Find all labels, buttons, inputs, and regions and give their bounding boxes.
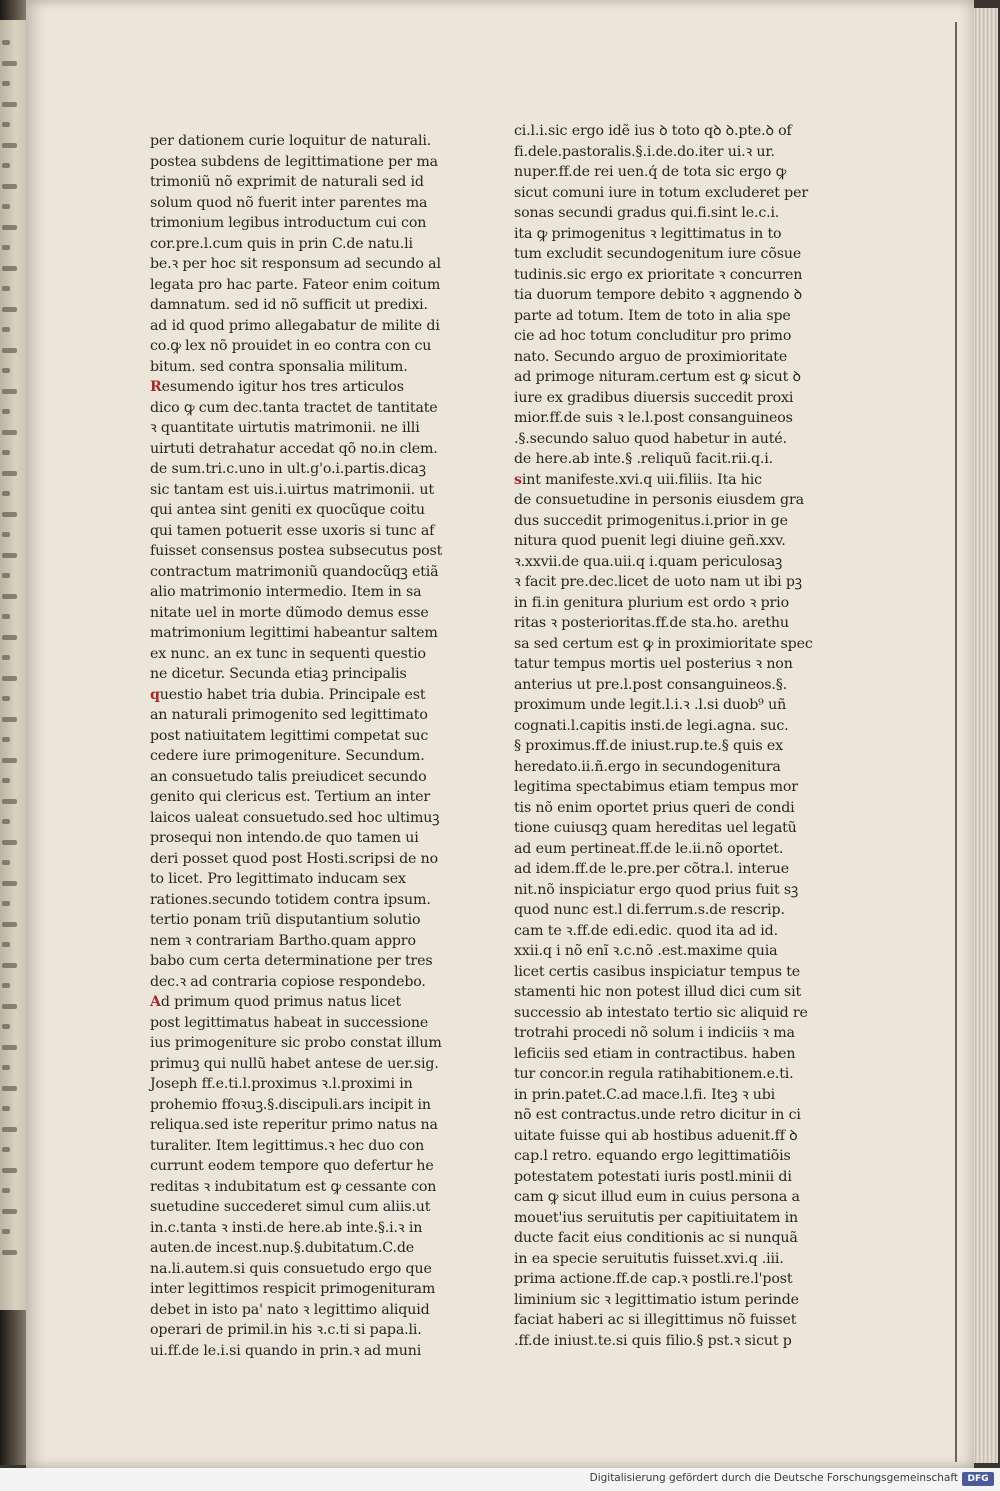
text-line: ad idem.ff.de le.pre.per cõtra.l. interue — [514, 861, 789, 877]
text-line: in fi.in genitura plurium est ordo ꝛ prio — [514, 594, 789, 611]
text-line: ad id quod primo allegabatur de milite di — [150, 317, 440, 334]
facing-page-text-mark — [2, 1004, 17, 1009]
facing-page-text-mark — [2, 389, 17, 394]
text-line: be.ꝛ per hoc sit responsum ad secundo al — [150, 256, 441, 272]
text-line — [150, 377, 435, 398]
text-line: an consuetudo talis preiudicet secundo — [150, 768, 427, 785]
text-line: nõ est contractus.unde retro dicitur in ci — [514, 1107, 801, 1123]
text-line: genito qui clericus est. Tertium an inter — [150, 789, 431, 805]
text-line: post natiuitatem legittimi competat suc — [150, 727, 429, 744]
facing-page-text-mark — [2, 266, 17, 271]
text-line: cor.pre.l.cum quis in prin C.de natu.li — [150, 235, 413, 252]
text-line: de sum.tri.c.uno in ult.g'o.i.partis.dicaꝫ — [150, 461, 426, 477]
text-line: tur concor.in regula ratihabitionem.e.ti. — [514, 1066, 794, 1082]
facing-page-text-mark — [2, 1065, 10, 1070]
facing-page-text-mark — [2, 286, 10, 291]
text-line — [150, 992, 435, 1013]
text-line: licet certis casibus inspiciatur tempus te — [514, 963, 801, 980]
facing-page-text-mark — [2, 225, 17, 230]
text-line: nato. Secundo arguo de proximioritate — [514, 348, 788, 365]
facing-page-text-mark — [2, 1147, 10, 1152]
text-line: postea subdens de legittimatione per ma — [150, 153, 438, 170]
text-line — [150, 685, 435, 706]
text-line: tertio ponam triũ disputantium solutio — [150, 912, 421, 928]
text-line: anterius ut pre.l.post consanguineos.§. — [514, 676, 788, 693]
text-line: prima actione.ff.de cap.ꝛ postli.re.l'post — [514, 1271, 793, 1287]
text-column-left — [150, 131, 443, 1361]
text-line: ex nunc. an ex tunc in sequenti questio — [150, 645, 426, 662]
facing-page-text-mark — [2, 430, 17, 435]
facing-page-text-mark — [2, 245, 10, 250]
facing-page-text-mark — [2, 204, 10, 209]
rubric-initial: s — [514, 471, 522, 488]
text-line: auten.de incest.nup.§.dubitatum.C.de — [150, 1240, 415, 1256]
facing-page-edge — [0, 20, 26, 1310]
text-line: uirtuti detrahatur accedat qõ no.in clem. — [150, 440, 438, 457]
text-line: fi.dele.pastoralis.§.i.de.do.iter ui.ꝛ ur. — [514, 143, 775, 160]
rubric-initial: A — [150, 994, 161, 1010]
text-line: mouet'ius seruitutis per capitiuitatem in — [514, 1209, 799, 1226]
facing-page-text-mark — [2, 717, 17, 722]
text-line: prohemio ffoꝛuꝫ.§.discipuli.ars incipit in — [150, 1096, 431, 1113]
facing-page-text-mark — [2, 922, 17, 927]
facing-page-text-mark — [2, 860, 10, 865]
text-line: nit.nõ inspiciatur ergo quod prius fuit sꝫ — [514, 881, 799, 898]
facing-page-text-mark — [2, 102, 17, 107]
text-line: deri posset quod post Hosti.scripsi de no — [150, 850, 438, 867]
text-line: ducte facit eius conditionis ac si nunquã — [514, 1230, 798, 1246]
text-line: stamenti hic non potest illud dici cum sit — [514, 984, 802, 1000]
rubric-initial: R — [150, 379, 162, 395]
text-line: uitate fuisse qui ab hostibus aduenit.ff ꝺ — [514, 1127, 798, 1144]
facing-page-text-mark — [2, 1188, 10, 1193]
text-line: de here.ab inte.§ .reliquũ facit.rii.q.i. — [514, 451, 774, 467]
text-line-rest: uestio habet tria dubia. Principale est — [159, 686, 426, 703]
text-line: debet in isto pa' nato ꝛ legittimo aliquid — [150, 1301, 430, 1318]
text-line-rest: int manifeste.xvi.q uii.filiis. Ita hic — [521, 471, 762, 488]
text-line: alio matrimonio intermedio. Item in sa — [150, 584, 422, 600]
facing-page-text-mark — [2, 594, 17, 599]
text-line: inter legittimos respicit primogenituram — [150, 1281, 436, 1297]
facing-page-text-mark — [2, 655, 10, 660]
text-line: nem ꝛ contrariam Bartho.quam appro — [150, 932, 416, 949]
text-line: reditas ꝛ indubitatum est ꝙ cessante con — [150, 1178, 437, 1195]
facing-page-text-mark — [2, 614, 10, 619]
text-line: heredato.ii.ñ.ergo in secundogenitura — [514, 758, 781, 775]
funding-notice: Digitalisierung gefördert durch die Deutsche Forschungsgemeinschaft — [589, 1472, 958, 1484]
dfg-logo-icon: DFG — [962, 1472, 994, 1486]
text-line: legata pro hac parte. Fateor enim coitum — [150, 276, 441, 293]
text-line: cam te ꝛ.ff.de edi.edic. quod ita ad id. — [514, 922, 778, 939]
facing-page-text-mark — [2, 758, 17, 763]
facing-page-text-mark — [2, 881, 17, 886]
text-line: ad primoge nituram.certum est ꝙ sicut ꝺ — [514, 369, 801, 385]
text-line: prosequi non intendo.de quo tamen ui — [150, 830, 419, 846]
text-line: in.c.tanta ꝛ insti.de here.ab inte.§.i.ꝛ in — [150, 1219, 423, 1236]
text-line: ita ꝙ primogenitus ꝛ legittimatus in to — [514, 225, 782, 242]
facing-page-text-mark — [2, 676, 17, 681]
text-line: tatur tempus mortis uel posterius ꝛ non — [514, 656, 793, 672]
text-line: ritas ꝛ posterioritas.ff.de sta.ho. arethu — [514, 615, 789, 631]
text-line: nitate uel in morte dũmodo demus esse — [150, 604, 429, 621]
text-line: turaliter. Item legittimus.ꝛ hec duo con — [150, 1137, 425, 1154]
text-line: liminium sic ꝛ legittimatio istum perinde — [514, 1291, 799, 1308]
text-line: quod nunc est.l di.ferrum.s.de rescrip. — [514, 902, 785, 918]
text-line: parte ad totum. Item de toto in alia spe — [514, 307, 791, 324]
text-line-rest: esumendo igitur hos tres articulos — [161, 379, 404, 395]
text-line: solum quod nõ fuerit inter parentes ma — [150, 194, 428, 211]
facing-page-text-mark — [2, 307, 17, 312]
text-line: operari de primil.in his ꝛ.c.ti si papa.li. — [150, 1322, 422, 1338]
text-line: na.li.autem.si quis consuetudo ergo que — [150, 1260, 432, 1277]
text-line: matrimonium legittimi habeantur saltem — [150, 625, 438, 641]
text-line: legitima spectabimus etiam tempus mor — [514, 779, 798, 795]
facing-page-text-mark — [2, 512, 17, 517]
text-line: qui antea sint geniti ex quocũque coitu — [150, 502, 425, 518]
text-line: nuper.ff.de rei uen.q́ de tota sic ergo ꝙ — [514, 164, 787, 180]
facing-page-text-mark — [2, 348, 17, 353]
text-column-right — [514, 121, 813, 1351]
text-line: suetudine succederet simul cum aliis.ut — [150, 1199, 431, 1215]
facing-page-text-mark — [2, 1250, 17, 1255]
text-line: in prin.patet.C.ad mace.l.fi. Iteꝫ ꝛ ubi — [514, 1086, 776, 1103]
text-line: babo cum certa determinatione per tres — [150, 953, 433, 969]
text-line: bitum. sed contra sponsalia militum. — [150, 358, 408, 375]
text-line: de consuetudine in personis eiusdem gra — [514, 492, 804, 508]
text-line: cam ꝙ sicut illud eum in cuius persona a — [514, 1189, 800, 1205]
facing-page-text-mark — [2, 1086, 17, 1091]
text-line: ui.ff.de le.i.si quando in prin.ꝛ ad muni — [150, 1342, 422, 1359]
facing-page-text-mark — [2, 450, 10, 455]
text-line: tione cuiusqꝫ quam hereditas uel legatũ — [514, 820, 797, 836]
facing-page-text-mark — [2, 409, 10, 414]
text-line: reliqua.sed iste reperitur primo natus na — [150, 1117, 438, 1133]
text-line: tudinis.sic ergo ex prioritate ꝛ concurren — [514, 266, 803, 283]
text-line-rest: d primum quod primus natus licet — [160, 994, 402, 1010]
facing-page-text-mark — [2, 573, 10, 578]
text-line: faciat haberi ac si illegittimus nõ fuisset — [514, 1312, 797, 1328]
text-line: to licet. Pro legittimato inducam sex — [150, 871, 406, 887]
facing-page-text-mark — [2, 696, 10, 701]
text-line: proximum unde legit.l.i.ꝛ .l.si duob⁹ uñ — [514, 697, 787, 713]
text-line: dec.ꝛ ad contraria copiose respondebo. — [150, 973, 426, 990]
text-line: sonas secundi gradus qui.fi.sint le.c.i. — [514, 205, 780, 221]
text-line: post legittimatus habeat in successione — [150, 1014, 429, 1031]
text-line — [514, 470, 804, 491]
text-line: co.ꝙ lex nõ prouidet in eo contra con cu — [150, 338, 432, 354]
text-line: rationes.secundo totidem contra ipsum. — [150, 891, 431, 908]
page-edge-line — [955, 22, 957, 1462]
facing-page-text-mark — [2, 368, 10, 373]
text-line: cie ad hoc totum concluditur pro primo — [514, 328, 792, 344]
text-line: .ff.de iniust.te.si quis filio.§ pst.ꝛ sicut p — [514, 1332, 792, 1349]
text-line: trimoniũ nõ exprimit de naturali sed id — [150, 174, 424, 190]
text-line: cognati.l.capitis insti.de legi.agna. suc. — [514, 717, 789, 734]
facing-page-text-mark — [2, 532, 10, 537]
text-line: successio ab intestato tertio sic aliquid re — [514, 1004, 808, 1021]
text-line: Joseph ff.e.ti.l.proximus ꝛ.l.proximi in — [150, 1076, 413, 1092]
text-line: ad eum pertineat.ff.de le.ii.nõ oportet. — [514, 840, 784, 857]
text-line: sa sed certum est ꝙ in proximioritate spec — [514, 635, 813, 652]
text-line: iure ex gradibus diuersis succedit proxi — [514, 389, 794, 406]
text-line: ci.l.i.sic ergo idẽ ius ꝺ toto qꝺ ꝺ.pte.ꝺ of — [514, 123, 792, 139]
facing-page-text-mark — [2, 1229, 10, 1234]
facing-page-text-mark — [2, 901, 10, 906]
text-line: dus succedit primogenitus.i.prior in ge — [514, 512, 788, 529]
text-line: ius primogeniture sic probo constat illum — [150, 1035, 442, 1051]
facing-page-text-mark — [2, 840, 17, 845]
text-line: sicut comuni iure in totum excluderet per — [514, 184, 808, 201]
facing-page-text-mark — [2, 1106, 10, 1111]
facing-page-text-mark — [2, 1024, 10, 1029]
facing-page-text-mark — [2, 184, 17, 189]
text-line: ꝛ quantitate uirtutis matrimonii. ne illi — [150, 420, 420, 436]
text-line: contractum matrimoniũ quandocũqꝫ etiã — [150, 563, 439, 580]
text-line: trotrahi procedi nõ solum i indiciis ꝛ ma — [514, 1025, 795, 1041]
text-line: mior.ff.de suis ꝛ le.l.post consanguineos — [514, 410, 793, 426]
facing-page-text-mark — [2, 61, 17, 66]
rubric-initial: q — [150, 686, 160, 703]
text-line: cap.l retro. equando ergo legittimatiõis — [514, 1148, 791, 1164]
facing-page-text-mark — [2, 143, 17, 148]
facing-page-text-mark — [2, 553, 17, 558]
text-line: leficiis sed etiam in contractibus. haben — [514, 1045, 796, 1062]
text-line: sic tantam est uis.i.uirtus matrimonii. ut — [150, 481, 434, 498]
text-line: ne dicetur. Secunda etiaꝫ principalis — [150, 666, 407, 682]
digitization-footer — [0, 1468, 1000, 1491]
facing-page-text-mark — [2, 942, 10, 947]
text-line: primuꝫ qui nullũ habet antese de uer.sig. — [150, 1055, 439, 1072]
facing-page-text-mark — [2, 1127, 17, 1132]
text-line: ꝛ facit pre.dec.licet de uoto nam ut ibi pꝫ — [514, 574, 802, 590]
text-line: fuisset consensus postea subsecutus post — [150, 543, 443, 559]
facing-page-text-mark — [2, 491, 10, 496]
text-line: xxii.q i nõ enĩ ꝛ.c.nõ .est.maxime quia — [514, 943, 778, 959]
text-line: in ea specie seruitutis fuisset.xvi.q .iii. — [514, 1250, 784, 1267]
facing-page-text-mark — [2, 983, 10, 988]
facing-page-text-mark — [2, 122, 10, 127]
facing-page-text-mark — [2, 40, 10, 45]
text-line: potestatem potestati iuris postl.minii di — [514, 1168, 792, 1185]
text-line: an naturali primogenito sed legittimato — [150, 707, 428, 723]
text-line: nitura quod puenit legi diuine geñ.xxv. — [514, 533, 786, 549]
text-line: ꝛ.xxvii.de qua.uii.q i.quam periculosaꝫ — [514, 553, 783, 570]
facing-page-text-mark — [2, 963, 17, 968]
facing-page-text-mark — [2, 799, 17, 804]
text-line: § proximus.ff.de iniust.rup.te.§ quis ex — [514, 738, 783, 754]
facing-page-text-mark — [2, 1045, 17, 1050]
facing-page-text-mark — [2, 737, 10, 742]
text-line: tum excludit secundogenitum iure cõsue — [514, 246, 802, 262]
text-line: dico ꝙ cum dec.tanta tractet de tantitate — [150, 399, 438, 416]
facing-page-text-mark — [2, 1209, 17, 1214]
text-line: laicos ualeat consuetudo.sed hoc ultimuꝫ — [150, 809, 440, 826]
facing-page-text-mark — [2, 635, 17, 640]
facing-page-text-mark — [2, 1168, 17, 1173]
text-line: damnatum. sed id nõ sufficit ut predixi. — [150, 297, 428, 313]
text-line: per dationem curie loquitur de naturali. — [150, 133, 432, 149]
facing-page-text-mark — [2, 163, 10, 168]
text-line: tis nõ enim oportet prius queri de condi — [514, 799, 795, 816]
text-line: .§.secundo saluo quod habetur in auté. — [514, 430, 787, 447]
text-line: cedere iure primogeniture. Secundum. — [150, 748, 425, 764]
text-line: tia duorum tempore debito ꝛ aggnendo ꝺ — [514, 287, 803, 303]
facing-page-text-mark — [2, 819, 10, 824]
facing-page-text-mark — [2, 327, 10, 332]
facing-page-text-mark — [2, 778, 10, 783]
text-line: trimonium legibus introductum cui con — [150, 215, 427, 231]
facing-page-text-mark — [2, 81, 10, 86]
facing-page-text-mark — [2, 471, 17, 476]
text-line: currunt eodem tempore quo defertur he — [150, 1158, 434, 1174]
text-line: qui tamen potuerit esse uxoris si tunc af — [150, 522, 435, 539]
